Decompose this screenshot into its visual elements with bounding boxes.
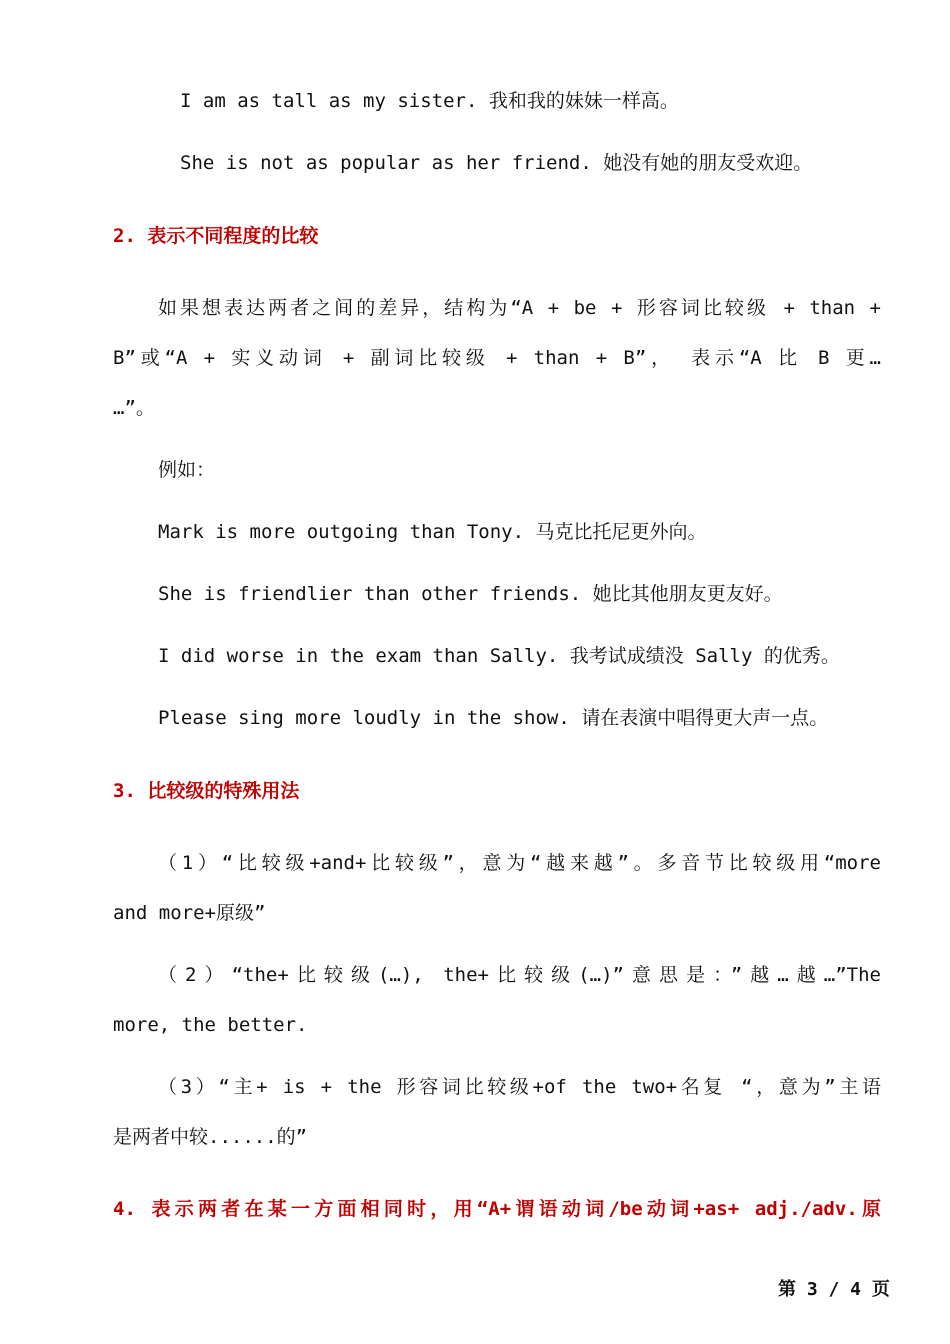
example-sentence: I am as tall as my sister. 我和我的妹妹一样高。 bbox=[180, 90, 679, 112]
usage-item-line: and more+原级” bbox=[113, 902, 266, 924]
usage-item-line: （1）“比较级+and+比较级”，意为“越来越”。多音节比较级用“more bbox=[158, 852, 881, 874]
section-heading-2: 2. 表示不同程度的比较 bbox=[113, 225, 319, 247]
example-sentence: She is friendlier than other friends. 她比其他朋友更友好。 bbox=[158, 583, 783, 605]
paragraph-line: 如果想表达两者之间的差异，结构为“A + be + 形容词比较级 + than + bbox=[158, 297, 881, 319]
example-label: 例如： bbox=[158, 459, 216, 481]
usage-item-line: 是两者中较......的” bbox=[113, 1126, 308, 1148]
usage-item-line: （3）“主+ is + the 形容词比较级+of the two+名复 “，意为”主语 bbox=[158, 1076, 881, 1098]
example-sentence: Please sing more loudly in the show. 请在表演中唱得更大声一点。 bbox=[158, 707, 829, 729]
example-sentence: I did worse in the exam than Sally. 我考试成绩没 Sally 的优秀。 bbox=[158, 645, 840, 667]
section-heading-3: 3. 比较级的特殊用法 bbox=[113, 780, 300, 802]
section-heading-4: 4. 表示两者在某一方面相同时，用“A+谓语动词/be动词+as+ adj./adv.原 bbox=[113, 1198, 881, 1220]
page-number: 第 3 / 4 页 bbox=[778, 1279, 890, 1300]
example-sentence: Mark is more outgoing than Tony. 马克比托尼更外向。 bbox=[158, 521, 707, 543]
usage-item-line: （2）“the+比较级(…), the+比较级(…)”意思是：”越…越…”The bbox=[158, 964, 881, 986]
example-sentence: She is not as popular as her friend. 她没有她的朋友受欢迎。 bbox=[180, 152, 813, 174]
paragraph-line: B”或“A + 实义动词 + 副词比较级 + than + B”， 表示“A 比 B 更… bbox=[113, 347, 881, 369]
usage-item-line: more, the better. bbox=[113, 1014, 308, 1036]
paragraph-line: …”。 bbox=[113, 397, 155, 419]
